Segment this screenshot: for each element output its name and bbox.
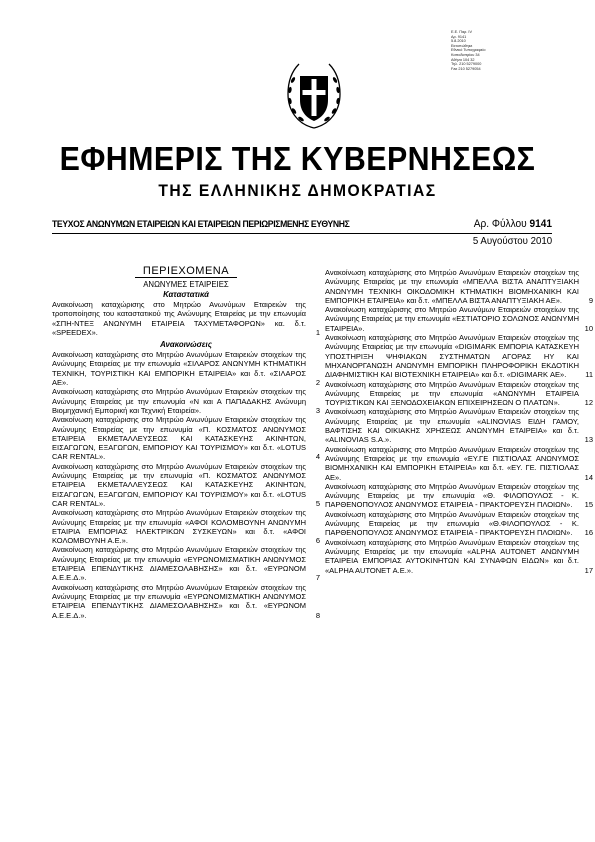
entry-text: Ανακοίνωση καταχώρισης στο Μητρώο Ανωνύμων Εταιρειών στοιχείων της Ανώνυμης Εταιρείας με την επωνυμία «ΑΦΟΙ ΚΟΛΟΜΒΟΥΝΗ ΑΝΩΝΥΜΗ ΕΤΑΙΡΙΑ ΕΜΠΟΡΙΑΣ ΗΛΕΚΤΡΙΚΩΝ ΣΥΣΚΕΥΩΝ» και δ.τ. «ΑΦΟΙ ΚΟΛΟΜΒΟΥΝΗ Α.Ε.». xyxy=(52,508,306,546)
entry-page-number: 1 xyxy=(315,327,320,337)
gazette-subtitle: ΤΗΣ ΕΛΛΗΝΙΚΗΣ ΔΗΜΟΚΡΑΤΙΑΣ xyxy=(158,181,437,200)
entry-page-number: 4 xyxy=(315,452,320,462)
stamp-line: Ε.Ε. Παρ. IV xyxy=(451,30,473,34)
sheet-number xyxy=(474,218,552,230)
stamp-line: 5.8.2010 xyxy=(451,39,466,44)
category-heading: ΑΝΩΝΥΜΕΣ ΕΤΑΙΡΕΙΕΣ xyxy=(143,280,229,289)
sheet-number-label: Αρ. Φύλλου xyxy=(473,218,527,230)
sheet-number-value: 9141 xyxy=(529,218,552,230)
entry-page-number: 13 xyxy=(584,435,593,445)
contents-entry xyxy=(325,510,593,538)
gazette-title: ΕΦΗΜΕΡΙΣ ΤΗΣ ΚΥΒΕΡΝΗΣΕΩΣ xyxy=(59,140,536,177)
entry-text: Ανακοίνωση καταχώρισης στο Μητρώο Ανωνύμων Εταιρειών στοιχείων της Ανώνυμης Εταιρείας με την επωνυμία «ΑΝΩΝΥΜΗ ΕΤΑΙΡΕΙΑ ΤΟΥΡΙΣΤΙΚΩΝ ΚΑΙ ΞΕΝΟΔΟΧΕΙΑΚΩΝ ΕΠΙΧΕΙΡΗΣΕΩΝ Ο ΠΛΑΤΩΝ». xyxy=(325,379,579,408)
contents-entry xyxy=(52,462,320,508)
contents-entry xyxy=(325,333,593,379)
entry-page-number: 11 xyxy=(585,370,593,380)
entry-text: Ανακοίνωση καταχώρισης στο Μητρώο Ανωνύμων Εταιρειών της τροποποίησης του καταστατικού της Ανώνυμης Εταιρείας με την επωνυμία «ΣΠΗ-ΝΤΕΞ ΑΝΩΝΥΜΗ ΕΤΑΙΡΕΙΑ ΤΑΧΥΜΕΤΑΦΟΡΩΝ» κα. δ.τ. «SPEEDEX». xyxy=(52,300,306,337)
entry-text: Ανακοίνωση καταχώρισης στο Μητρώο Ανωνύμων Εταιρειών στοιχείων της Ανώνυμης Εταιρείας με την επωνυμία «ΕΥ.ΓΕ ΠΙΣΤΙΟΛΑΣ ΑΝΩΝΥΜΟΣ ΒΙΟΜΗΧΑΝΙΚΗ ΚΑΙ ΕΜΠΟΡΙΚΗ ΕΤΑΙΡΕΙΑ» και δ.τ. «ΕΥ. ΓΕ. ΠΙΣΤΙΟΛΑΣ ΑΕ». xyxy=(325,444,579,482)
contents-entry xyxy=(52,508,320,545)
statutes-heading: Καταστατικά xyxy=(163,290,209,299)
contents-entry xyxy=(52,387,320,415)
printer-stamp xyxy=(451,30,546,71)
contents-entry xyxy=(325,445,593,482)
contents-entry xyxy=(325,268,593,305)
entry-page-number: 7 xyxy=(315,573,320,583)
issue-series: ΤΕΥΧΟΣ ΑΝΩΝΥΜΩΝ ΕΤΑΙΡΕΙΩΝ ΚΑΙ ΕΤΑΙΡΕΙΩΝ ΠΕΡΙΩΡΙΣΜΕΝΗΣ ΕΥΘΥΝΗΣ xyxy=(52,219,350,230)
entry-page-number: 17 xyxy=(584,565,593,575)
announcements-list-continued xyxy=(325,268,593,575)
entry-text: Ανακοίνωση καταχώρισης στο Μητρώο Ανωνύμων Εταιρειών στοιχείων της Ανώνυμης Εταιρείας με την επωνυμία «ΕΣΤΙΑΤΟΡΙΟ ΣΟΛΩΝΟΣ ΑΝΩΝΥΜΗ ΕΤΑΙΡΕΙΑ». xyxy=(325,305,579,333)
entry-page-number: 6 xyxy=(315,536,320,546)
contents-entry xyxy=(325,482,593,510)
contents-entry xyxy=(325,380,593,408)
entry-text: Ανακοίνωση καταχώρισης στο Μητρώο Ανωνύμων Εταιρειών στοιχείων της Ανώνυμης Εταιρείας με την επωνυμία «ΕΥΡΩΝΟΜΙΣΜΑΤΙΚΗ ΑΝΩΝΥΜΟΣ ΕΤΑΙΡΕΙΑ ΕΠΕΝΔΥΤΙΚΗΣ ΔΙΑΜΕΣΟΛΑΒΗΣΗΣ» και δ.τ. «ΕΥΡΩΝΟΜ Α.Ε.Ε.Δ.». xyxy=(52,582,306,620)
issue-date: 5 Αυγούστου 2010 xyxy=(472,235,552,247)
contents-heading: ΠΕΡΙΕΧΟΜΕΝΑ xyxy=(52,265,320,277)
stamp-line: Αρ. 9141 xyxy=(451,34,467,39)
greek-coat-of-arms-icon xyxy=(283,58,345,132)
contents-entry xyxy=(325,538,593,575)
entry-text: Ανακοίνωση καταχώρισης στο Μητρώο Ανωνύμων Εταιρειών στοιχείων της Ανώνυμης Εταιρείας με την επωνυμία «Π. ΚΟΣΜΑΤΟΣ ΑΝΩΝΥΜΟΣ ΕΤΑΙΡΕΙΑ ΕΚΜΕΤΑΛΛΕΥΣΕΩΣ ΚΑΙ ΚΑΤΑΣΚΕΥΗΣ ΑΚΙΝΗΤΩΝ, ΕΙΣΑΓΩΓΩΝ, ΕΞΑΓΩΓΩΝ, ΕΜΠΟΡΙΟΥ ΚΑΙ ΤΟΥΡΙΣΜΟΥ» και δ.τ. «LOTUS CAR RENTAL». xyxy=(52,415,306,462)
entry-page-number: 16 xyxy=(584,528,593,538)
entry-page-number: 2 xyxy=(315,378,320,388)
entry-text: Ανακοίνωση καταχώρισης στο Μητρώο Ανωνύμων Εταιρειών στοιχείων της Ανώνυμης Εταιρείας με την επωνυμία «Ν και Α ΠΑΠΑΔΑΚΗΣ Ανώνυμη Βιομηχανική Εμπορική και Τεχνική Εταιρεία». xyxy=(52,387,306,415)
entry-text: Ανακοίνωση καταχώρισης στο Μητρώο Ανωνύμων Εταιρειών στοιχείων της Ανώνυμης Εταιρείας με την επωνυμία «Θ.ΦΙΛΟΠΟΥΛΟΣ - Κ. ΠΑΡΘΕΝΟΠΟΥΛΟΣ ΑΝΩΝΥΜΟΣ ΕΤΑΙΡΕΙΑ - ΠΡΑΚΤΟΡΕΥΣΗ ΠΛΟΙΩΝ». xyxy=(325,509,579,538)
entry-text: Ανακοίνωση καταχώρισης στο Μητρώο Ανωνύμων Εταιρειών στοιχείων της Ανώνυμης Εταιρείας με την επωνυμία «ΕΥΡΩΝΟΜΙΣΜΑΤΙΚΗ ΑΝΩΝΥΜΟΣ ΕΤΑΙΡΕΙΑ ΕΠΕΝΔΥΤΙΚΗΣ ΔΙΑΜΕΣΟΛΑΒΗΣΗΣ» και δ.τ. «ΕΥΡΩΝΟΜ Α.Ε.Ε.Δ.». xyxy=(52,545,306,583)
contents-entry xyxy=(52,583,320,620)
entry-text: Ανακοίνωση καταχώρισης στο Μητρώο Ανωνύμων Εταιρειών στοιχείων της Ανώνυμης Εταιρείας με την επωνυμία «Π. ΚΟΣΜΑΤΟΣ ΑΝΩΝΥΜΟΣ ΕΤΑΙΡΕΙΑ ΕΚΜΕΤΑΛΛΕΥΣΕΩΣ ΚΑΙ ΚΑΤΑΣΚΕΥΗΣ ΑΚΙΝΗΤΩΝ, ΕΙΣΑΓΩΓΩΝ, ΕΞΑΓΩΓΩΝ, ΕΜΠΟΡΙΟΥ ΚΑΙ ΤΟΥΡΙΣΜΟΥ» και δ.τ. «LOTUS CAR RENTAL». xyxy=(52,461,306,508)
stamp-line: Αθήνα 104 32 xyxy=(451,57,475,62)
contents-left-column xyxy=(52,265,320,620)
entry-page-number: 10 xyxy=(584,323,593,333)
entry-text: Ανακοίνωση καταχώρισης στο Μητρώο Ανωνύμων Εταιρειών στοιχείων της Ανώνυμης Εταιρείας με την επωνυμία «ΜΠΕΛΛΑ ΒΙΣΤΑ ΑΝΑΠΤΥΞΙΑΚΗ ΑΝΩΝΥΜΗ ΤΕΧΝΙΚΗ ΟΙΚΟΔΟΜΙΚΗ ΚΤΗΜΑΤΙΚΗ ΒΙΟΜΗΧΑΝΙΚΗ ΚΑΙ ΕΜΠΟΡΙΚΗ ΕΤΑΙΡΕΙΑ» και δ.τ. «ΜΠΕΛΛΑ ΒΙΣΤΑ ΑΝΑΠΤΥΞΙΑΚΗ ΑΕ». xyxy=(325,268,579,305)
statutes-list xyxy=(52,300,320,337)
entry-page-number: 3 xyxy=(315,405,320,415)
announcements-heading: Ανακοινώσεις xyxy=(160,340,212,350)
entry-page-number: 15 xyxy=(584,500,593,510)
stamp-line: Fax 210 5279054 xyxy=(451,66,481,71)
entry-text: Ανακοίνωση καταχώρισης στο Μητρώο Ανωνύμων Εταιρειών στοιχείων της Ανώνυμης Εταιρείας με την επωνυμία «ALINOVIAS ΕΙΔΗ ΓΑΜΟΥ, ΒΑΦΤΙΣΗΣ ΚΑΙ ΟΙΚΙΑΚΗΣ ΧΡΗΣΕΩΣ ΑΝΩΝΥΜΗ ΕΤΑΙΡΕΙΑ» και δ.τ. «ALINOVIAS S.A.». xyxy=(325,407,579,445)
announcements-list xyxy=(52,350,320,620)
contents-entry xyxy=(52,415,320,461)
entry-page-number: 12 xyxy=(584,398,593,408)
stamp-line: Εθνικό Τυπογραφείο xyxy=(451,48,486,53)
entry-text: Ανακοίνωση καταχώρισης στο Μητρώο Ανωνύμων Εταιρειών στοιχείων της Ανώνυμης Εταιρείας με την επωνυμία «ΣΙΛΑΡΟΣ ΑΝΩΝΥΜΗ ΚΤΗΜΑΤΙΚΗ ΤΕΧΝΙΚΗ, ΤΟΥΡΙΣΤΙΚΗ ΚΑΙ ΕΜΠΟΡΙΚΗ ΕΤΑΙΡΕΙΑ» και δ.τ. «ΣΙΛΑΡΟΣ ΑΕ». xyxy=(52,350,306,388)
contents-entry xyxy=(325,407,593,444)
entry-page-number: 8 xyxy=(315,610,320,620)
entry-page-number: 9 xyxy=(588,295,593,305)
contents-entry xyxy=(52,350,320,387)
contents-entry xyxy=(52,300,320,337)
contents-entry xyxy=(325,305,593,333)
entry-page-number: 14 xyxy=(584,472,593,482)
contents-entry xyxy=(52,545,320,582)
stamp-line: Καποδιστρίου 34 xyxy=(451,52,480,57)
entry-text: Ανακοίνωση καταχώρισης στο Μητρώο Ανωνύμων Εταιρειών στοιχείων της Ανώνυμης Εταιρείας με την επωνυμία «ALPHA AUTONET ΑΝΩΝΥΜΗ ΕΤΑΙΡΕΙΑ ΕΜΠΟΡΙΑΣ ΑΥΤΟΚΙΝΗΤΩΝ ΚΑΙ ΣΥΝΑΦΩΝ ΕΙΔΩΝ» και δ.τ. «ALPHA AUTONET Α.Ε.». xyxy=(325,537,579,575)
entry-text: Ανακοίνωση καταχώρισης στο Μητρώο Ανωνύμων Εταιρειών στοιχείων της Ανώνυμης Εταιρείας με την επωνυμία «Θ. ΦΙΛΟΠΟΥΛΟΣ - Κ. ΠΑΡΘΕΝΟΠΟΥΛΟΣ ΑΝΩΝΥΜΟΣ ΕΤΑΙΡΕΙΑ - ΠΡΑΚΤΟΡΕΥΣΗ ΠΛΟΙΩΝ». xyxy=(325,481,579,510)
stamp-line: Τηλ. 210 5279000 xyxy=(451,62,482,67)
entry-text: Ανακοίνωση καταχώρισης στο Μητρώο Ανωνύμων Εταιρειών στοιχείων της Ανώνυμης Εταιρείας με την επωνυμία «DIGIMARK ΕΜΠΟΡΙΑ ΚΑΤΑΣΚΕΥΗ ΥΠΟΣΤΗΡΙΞΗ ΨΗΦΙΑΚΩΝ ΣΥΣΤΗΜΑΤΩΝ ΑΓΟΡΑΣ ΗΥ ΚΑΙ ΜΗΧΑΝΟΡΓΑΝΩΣΗ ΑΝΩΝΥΜΗ ΕΜΠΟΡΙΚΗ ΠΛΗΡΟΦΟΡΙΚΗ ΕΚΔΟΤΙΚΗ ΔΙΑΦΗΜΙΣΤΙΚΗ ΚΑΙ ΒΙΟΤΕΧΝΙΚΗ ΕΤΑΙΡΕΙΑ» και δ.τ. «DIGIMARK ΑΕ». xyxy=(325,333,579,380)
header-rule xyxy=(52,233,552,234)
stamp-line: Εκτυπώθηκε xyxy=(451,43,473,48)
entry-page-number: 5 xyxy=(315,498,320,508)
contents-right-column xyxy=(325,268,593,575)
